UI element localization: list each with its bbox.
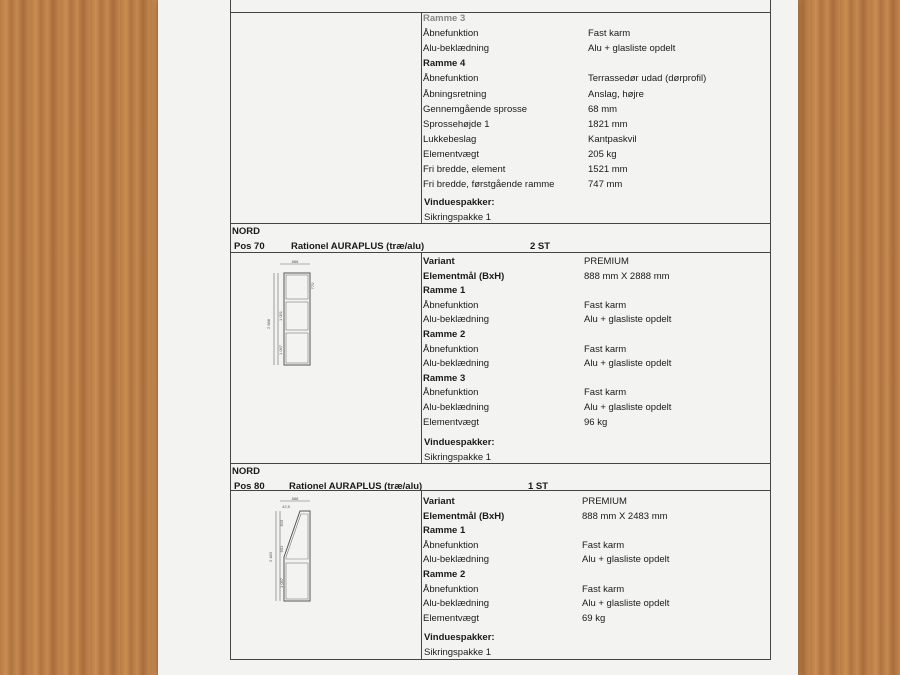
paper-sheet [158,0,798,675]
pos80-dim-width: 888 [291,497,299,501]
spec-label: Variant [423,256,455,267]
spec-value: Kantpaskvil [588,133,637,145]
spec-label: Åbnefunktion [423,343,479,355]
pos80-dim-top: 42,5 [282,504,290,509]
spec-label: Åbnefunktion [423,28,479,40]
top-packs-title: Vinduespakker: [424,197,495,208]
spec-value: Alu + glasliste opdelt [582,554,670,566]
spec-label: Ramme 2 [423,329,466,340]
spec-label: Alu-beklædning [423,402,490,413]
pos80-dim-2: 601 [279,545,284,553]
spec-label: Alu-beklædning [423,358,490,370]
top-packs-value: Sikringspakke 1 [424,212,492,223]
spec-label: Gennemgående sprosse [423,103,528,115]
spec-label: Ramme 4 [423,58,466,70]
spec-label: Ramme 1 [423,285,466,297]
spec-value: Fast karm [582,539,625,551]
spec-label: Åbnefunktion [423,73,479,85]
spec-value: Alu + glasliste opdelt [582,598,670,610]
spec-label: Elementmål (BxH) [423,270,505,282]
pos70-dim-width: 888 [291,260,299,264]
spec-label: Alu-beklædning [423,314,490,326]
top-block-drawing-cell [230,12,422,224]
spec-label: Sprossehøjde 1 [423,118,490,130]
spec-value: Alu + glasliste opdelt [584,314,672,326]
spec-label: Ramme 3 [423,372,466,384]
spec-label: Ramme 2 [423,569,466,580]
spec-value: Fast karm [584,299,627,311]
spec-value: Alu + glasliste opdelt [584,402,672,413]
pos70-dim-3: 1 067 [278,344,283,356]
spec-label: Elementvægt [423,416,479,428]
spec-label: Variant [423,496,455,507]
pos80-dim-3: 1 067 [279,577,284,589]
spec-label: Alu-beklædning [423,43,490,55]
spec-label: Elementvægt [423,148,479,160]
pos80-packs-value: Sikringspakke 1 [424,647,492,658]
spec-label: Alu-beklædning [423,554,490,566]
spec-value: PREMIUM [584,256,629,267]
spec-value: Fast karm [584,387,627,399]
pos80-product: Rationel AURAPLUS (træ/alu) [289,481,423,492]
spec-value: Fast karm [588,28,631,40]
pos80-packs-title: Vinduespakker: [424,632,495,643]
spec-value: 69 kg [582,612,606,624]
spec-value: Alu + glasliste opdelt [584,358,672,370]
pos70-qty: 2 ST [530,241,551,252]
spec-label: Elementvægt [423,612,479,624]
spec-value: Fast karm [584,343,627,355]
spec-label: Åbnefunktion [423,299,479,311]
spec-value: Alu + glasliste opdelt [588,43,676,55]
pos80-dim-1: 815 [279,519,284,527]
pos80-window-drawing [250,497,320,607]
spec-value: 68 mm [588,103,618,115]
spec-value: Fast karm [582,583,625,595]
spec-label: Åbnefunktion [423,387,479,399]
spec-value: 96 kg [584,416,608,428]
pos70-packs-value: Sikringspakke 1 [424,452,492,463]
spec-value: 888 mm X 2888 mm [584,270,670,282]
spec-label: Ramme 3 [423,13,466,24]
pos70-product: Rationel AURAPLUS (træ/alu) [291,241,425,252]
pos70-dim-1: 770 [310,282,315,290]
pos80-qty: 1 ST [528,481,549,492]
spec-label: Ramme 1 [423,525,466,537]
spec-label: Elementmål (BxH) [423,510,505,522]
spec-label: Åbnefunktion [423,583,479,595]
spec-label: Lukkebeslag [423,133,477,145]
pos80-pos: Pos 80 [234,481,265,492]
spec-value: Anslag, højre [588,88,644,100]
spec-value: 1821 mm [588,118,628,130]
pos70-dim-height: 2 888 [266,318,271,330]
top-header-strip [230,0,771,13]
pos80-side: NORD [232,466,260,477]
spec-label: Åbnefunktion [423,539,479,551]
spec-value: 747 mm [588,179,623,191]
spec-value: PREMIUM [582,496,627,507]
pos80-dim-height: 2 483 [268,551,273,563]
spec-value: 1521 mm [588,164,628,175]
pos70-pos: Pos 70 [234,241,265,252]
spec-value: 205 kg [588,148,617,160]
spec-label: Fri bredde, førstgående ramme [423,179,555,191]
spec-label: Fri bredde, element [423,164,506,175]
pos70-side: NORD [232,226,260,237]
spec-label: Åbningsretning [423,88,487,100]
spec-value: 888 mm X 2483 mm [582,510,668,522]
spec-value: Terrassedør udad (dørprofil) [588,73,707,85]
pos70-window-drawing [250,260,320,370]
pos70-packs-title: Vinduespakker: [424,437,495,448]
pos70-dim-2: 1 051 [278,310,283,322]
spec-label: Alu-beklædning [423,598,490,610]
